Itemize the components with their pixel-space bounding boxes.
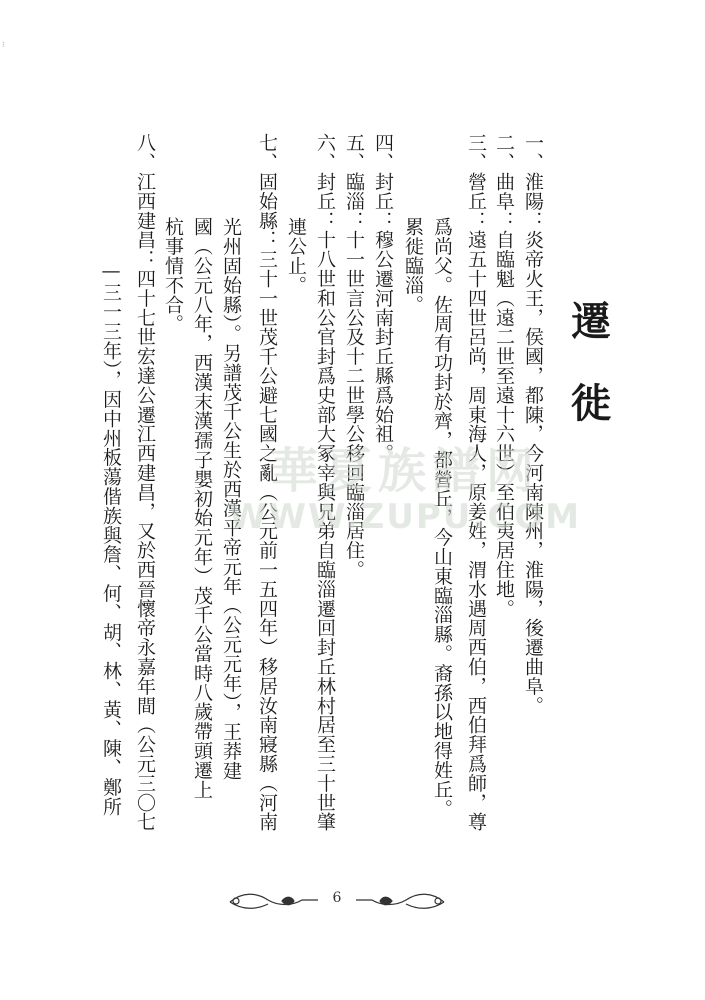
watermark-en: WWW.ZUPU.COM (228, 497, 582, 537)
watermark-cn: 華夏族譜网 (269, 443, 540, 499)
entry-3-line-2: 爲尚父。佐周有功封於齊，都營丘，今山東臨淄縣。裔孫以地得姓丘。 (431, 217, 453, 819)
page-footer (222, 888, 452, 914)
entry-4-line-1: 四、封丘：穆公遷河南封丘縣爲始祖。 (372, 133, 394, 463)
entry-1-line-1: 一、淮陽：炎帝火王，侯國，都陳，今河南陳州，淮陽，後遷曲阜。 (522, 133, 544, 715)
entry-3-line-3: 累徙臨淄。 (402, 217, 424, 314)
scan-edge-mark: ⁝ (2, 40, 5, 49)
entry-7-line-3: 國（公元八年，西漢末漢孺子嬰初始元年）茂千公當時八歲帶頭遷上 (191, 217, 213, 799)
entry-8-line-2: —三一三年），因中州板蕩偕族與詹、何、胡、林、黃、陳、鄭所 (100, 260, 122, 817)
entry-7-line-4: 杭事情不合。 (162, 217, 184, 334)
entry-7-line-1: 七、固始縣：三十一世茂千公避七國之亂（公元前一五四年）移居汝南寢縣（河南 (256, 133, 278, 832)
entry-6-line-2: 連公止。 (285, 217, 307, 295)
entry-7-line-2: 光州固始縣）。另譜茂千公生於西漢平帝元年（公元元年），王莽建 (220, 217, 242, 780)
entry-8-line-1: 八、江西建昌：四十七世宏達公遷江西建昌，又於西晉懷帝永嘉年間（公元三〇七 (134, 133, 156, 832)
entry-5-line-1: 五、臨淄：十一世言公及十二世學公移回臨淄居住。 (343, 133, 365, 580)
entry-6-line-1: 六、封丘：十八世和公官封爲史部大冢宰與兄弟自臨淄遷回封丘林村居至三十世肇 (314, 133, 336, 832)
entry-3-line-1: 三、營丘：遠五十四世呂尚，周東海人，原姜姓，渭水遇周西伯，西伯拜爲師，尊 (465, 133, 487, 832)
title-char-1: 遷 (571, 298, 611, 345)
entry-2-line-1: 二、曲阜：自臨魁（遠二世至遠十六世）至伯夷居住地。 (493, 133, 515, 618)
title-char-2: 徙 (571, 380, 611, 427)
page-number: 6 (332, 890, 342, 906)
